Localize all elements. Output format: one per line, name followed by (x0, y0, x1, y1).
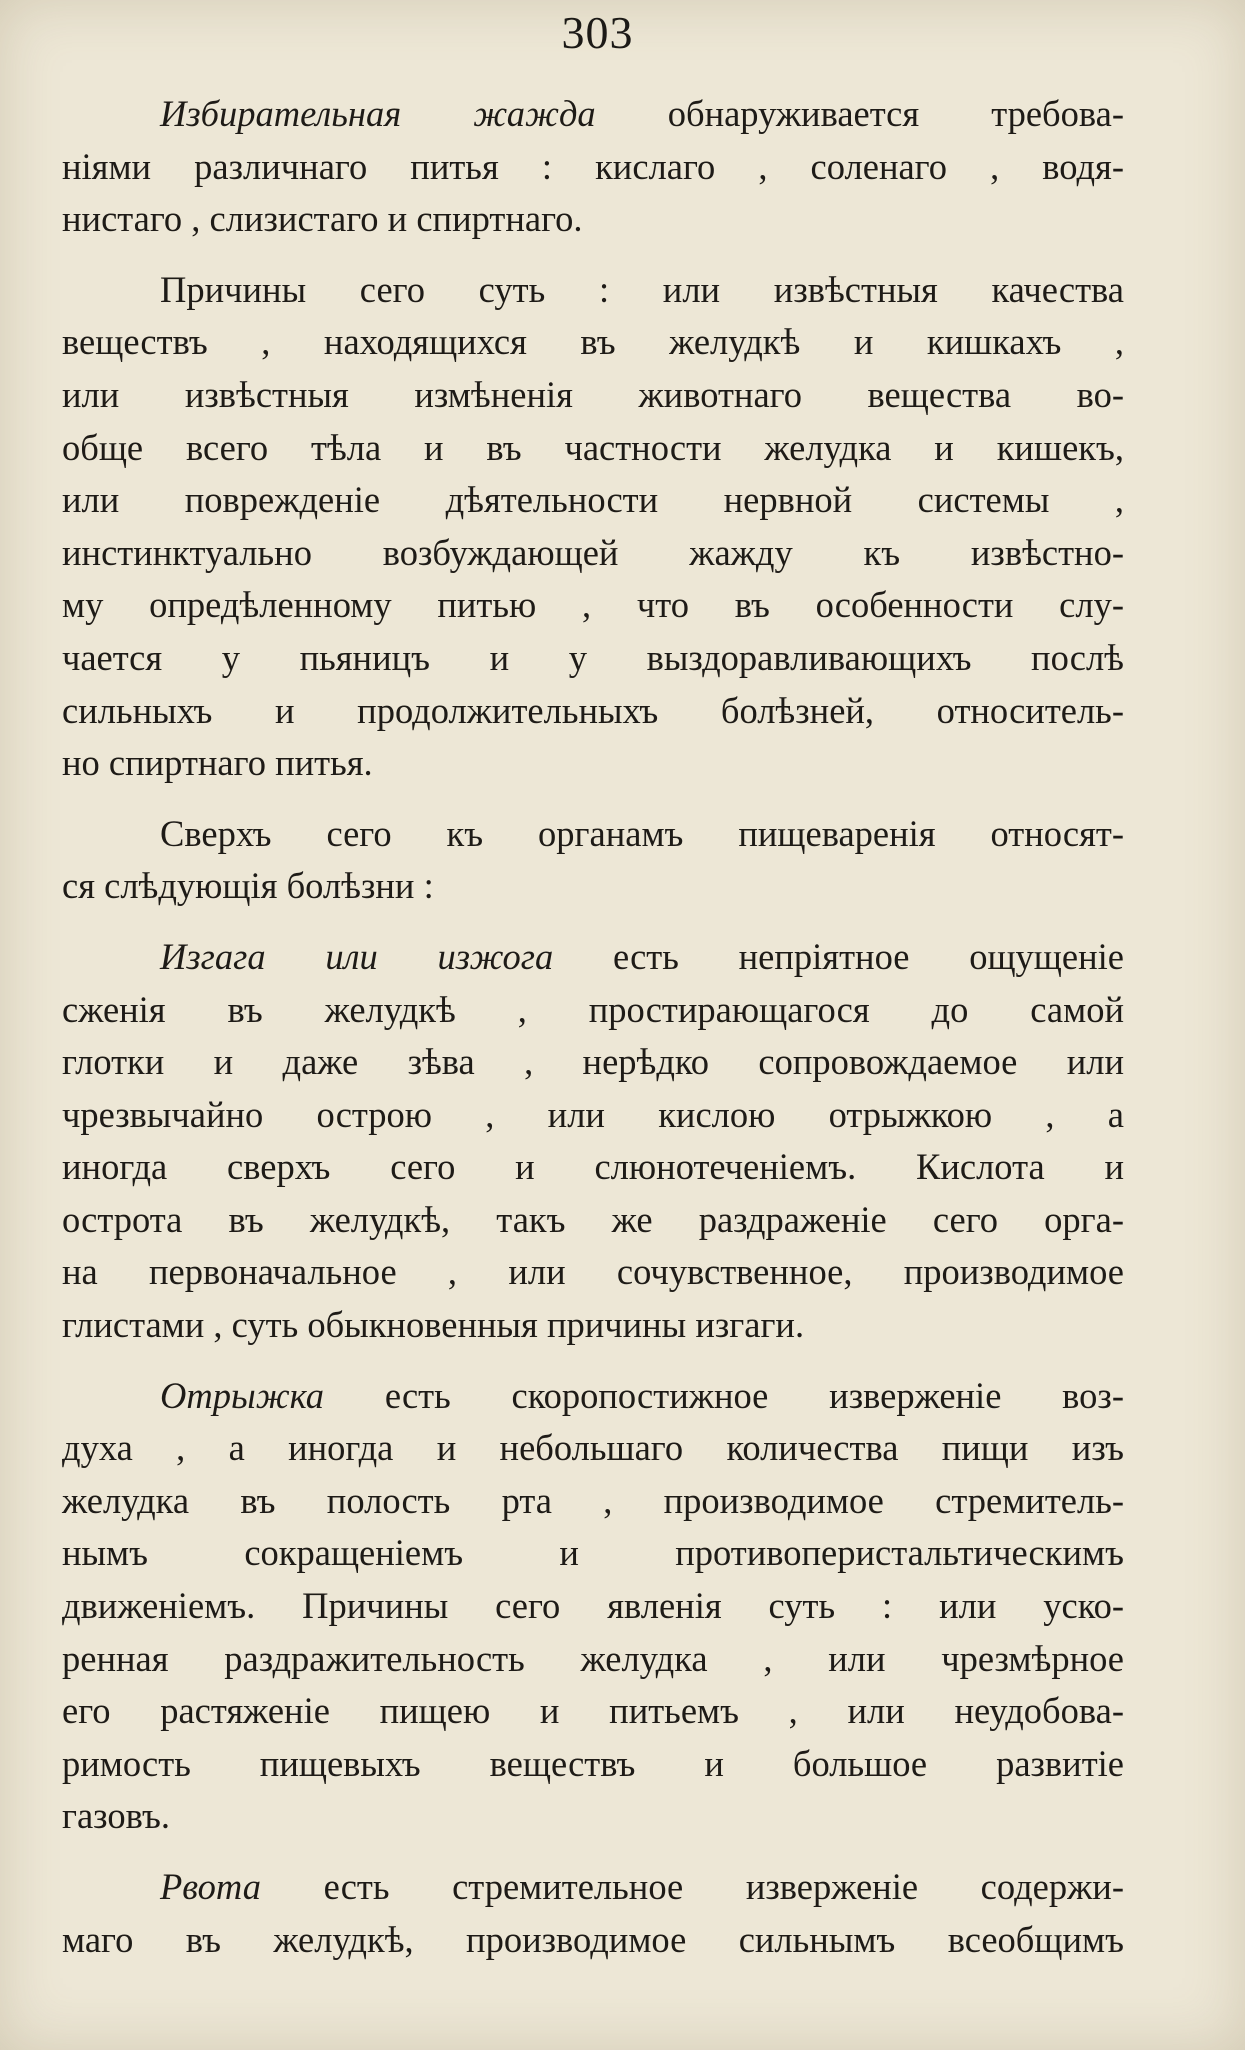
text-line: газовъ. (62, 1795, 170, 1837)
text-line: желудка въ полость рта , производимое стремитель- (62, 1479, 1124, 1521)
text-line: острота въ желудкѣ, такъ же раздраженіе сего орга- (62, 1198, 1124, 1240)
text-line: Отрыжка есть скоропостижное изверженіе воз- (160, 1374, 1124, 1416)
paragraph-belching (62, 1370, 1124, 1843)
page-number: 303 (561, 7, 634, 58)
text-line: веществъ , находящихся въ желудкѣ и кишкахъ , (62, 321, 1124, 363)
text-line: Изгага или изжога есть непріятное ощущеніе (160, 935, 1124, 977)
paragraph-diseases-intro (62, 808, 1124, 913)
term-heading: Рвота (160, 1866, 261, 1907)
text-line: маго въ желудкѣ, производимое сильнымъ всеобщимъ (62, 1918, 1124, 1960)
text-line: сильныхъ и продолжительныхъ болѣзней, относитель- (62, 689, 1124, 731)
text-line: ренная раздражительность желудка , или чрезмѣрное (62, 1637, 1124, 1679)
text-line: на первоначальное , или сочувственное, производимое (62, 1251, 1124, 1293)
text-line: му опредѣленному питью , что въ особенности слу- (62, 584, 1124, 626)
text-line: или поврежденіе дѣятельности нервной системы , (62, 479, 1124, 521)
text-line: нымъ сокращеніемъ и противоперистальтическимъ (62, 1532, 1124, 1574)
text-line: или извѣстныя измѣненія животнаго вещества во- (62, 373, 1124, 415)
text-line: инстинктуально возбуждающей жажду къ извѣстно- (62, 531, 1124, 573)
paragraph-causes (62, 264, 1124, 790)
text-line: Рвота есть стремительное изверженіе содержи- (160, 1866, 1124, 1907)
text-line: глистами , суть обыкновенныя причины изгаги. (62, 1304, 805, 1346)
term-heading: Избирательная жажда (160, 93, 596, 134)
text-line: обще всего тѣла и въ частности желудка и кишекъ, (62, 426, 1124, 468)
text-line: духа , а иногда и небольшаго количества пищи изъ (62, 1427, 1124, 1469)
text-line: римость пищевыхъ веществъ и большое развитіе (62, 1742, 1124, 1784)
page-text (62, 88, 1124, 1984)
paragraph-thirst (62, 88, 1124, 246)
text-line: иногда сверхъ сего и слюнотеченіемъ. Кислота и (62, 1146, 1124, 1188)
term-heading: Отрыжка (160, 1374, 325, 1416)
text-line: нистаго , слизистаго и спиртнаго. (62, 198, 583, 240)
text-line: ніями различнаго питья : кислаго , соленаго , водя- (62, 145, 1124, 187)
text-line: Причины сего суть : или извѣстныя качества (160, 268, 1124, 310)
paragraph-heartburn (62, 931, 1124, 1352)
term-heading: Изгага или изжога (160, 935, 554, 977)
text-line: Избирательная жажда обнаруживается требова- (160, 93, 1124, 134)
text-line: чрезвычайно острою , или кислою отрыжкою , а (62, 1093, 1124, 1135)
text-line: движеніемъ. Причины сего явленія суть : или уско- (62, 1585, 1124, 1627)
text-line: но спиртнаго питья. (62, 742, 373, 784)
text-line: глотки и даже зѣва , нерѣдко сопровождаемое или (62, 1041, 1124, 1083)
paragraph-vomiting (62, 1861, 1124, 1966)
text-line: Сверхъ сего къ органамъ пищеваренія относят- (160, 812, 1124, 854)
text-line: сженія въ желудкѣ , простирающагося до самой (62, 988, 1124, 1030)
text-line: его растяженіе пищею и питьемъ , или неудобова- (62, 1690, 1124, 1732)
text-line: ся слѣдующія болѣзни : (62, 865, 434, 907)
text-line: чается у пьяницъ и у выздоравливающихъ послѣ (62, 636, 1124, 678)
